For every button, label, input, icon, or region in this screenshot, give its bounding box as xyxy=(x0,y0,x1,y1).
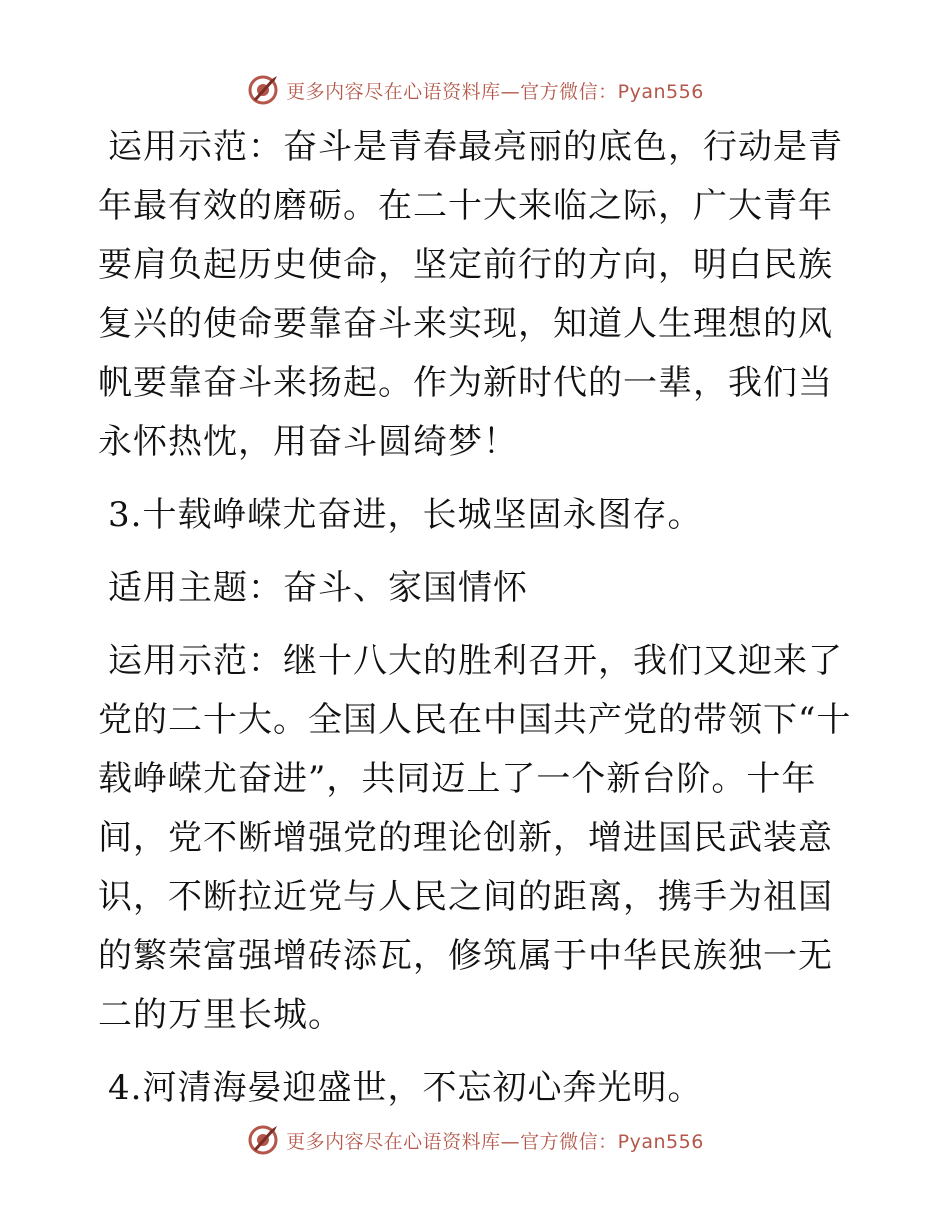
pen-logo-icon xyxy=(246,1123,280,1157)
heading-text: 4.河清海晏迎盛世，不忘初心奔光明。 xyxy=(108,1068,703,1108)
document-body xyxy=(98,118,858,1118)
paragraph-text: 运用示范：继十八大的胜利召开，我们又迎来了党的二十大。全国人民在中国共产党的带领下“十载峥嵘尤奋进”，共同迈上了一个新台阶。十年间，党不断增强党的理论创新，增进国民武装意识，不断拉近党与人民之间的距离，携手为祖国的繁荣富强增砖添瓦，修筑属于中华民族独一无二的万里长城。 xyxy=(98,641,852,1035)
paragraph-text: 运用示范：奋斗是青春最亮丽的底色，行动是青年最有效的磨砺。在二十大来临之际，广大青年要肩负起历史使命，坚定前行的方向，明白民族复兴的使命要靠奋斗来实现，知道人生理想的风帆要靠奋斗来扬起。作为新时代的一辈，我们当永怀热忱，用奋斗圆绮梦！ xyxy=(98,127,843,462)
paragraph-text: 适用主题：奋斗、家国情怀 xyxy=(108,568,528,608)
watermark-text: 更多内容尽在心语资料库—官方微信：Pyan556 xyxy=(286,1130,704,1153)
paragraph-example-2 xyxy=(98,632,858,1045)
heading-item-4 xyxy=(98,1059,858,1118)
heading-item-3 xyxy=(98,486,858,545)
paragraph-example-1 xyxy=(98,118,858,472)
header-watermark xyxy=(0,70,950,110)
pen-logo-icon xyxy=(246,73,280,107)
heading-text: 3.十载峥嵘尤奋进，长城坚固永图存。 xyxy=(108,495,703,535)
paragraph-theme xyxy=(98,559,858,618)
footer-watermark xyxy=(0,1120,950,1160)
watermark-text: 更多内容尽在心语资料库—官方微信：Pyan556 xyxy=(286,80,704,103)
